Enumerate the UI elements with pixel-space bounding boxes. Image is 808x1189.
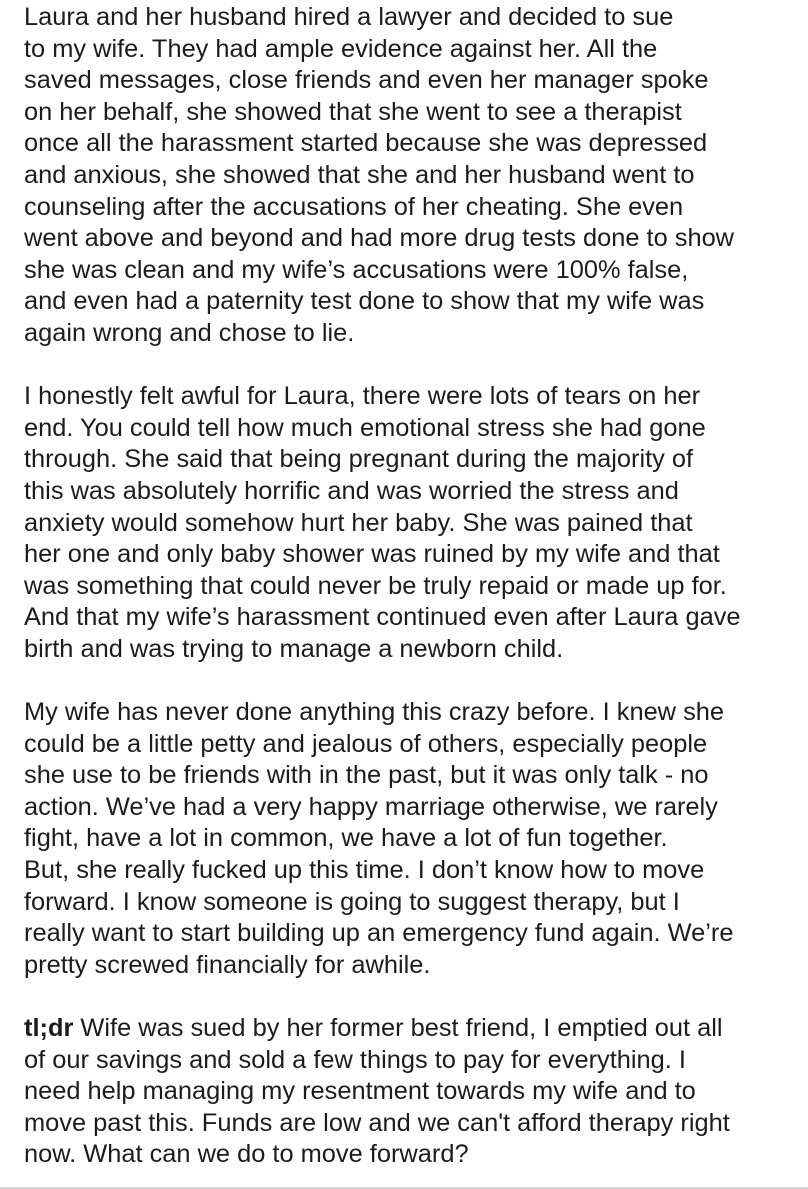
tldr-text: Wife was sued by her former best friend, I emptied out all: [73, 1014, 723, 1042]
text-line: I honestly felt awful for Laura, there were lots of tears on her: [24, 382, 701, 411]
text-line: birth and was trying to manage a newborn child.: [24, 634, 564, 663]
text-line: she use to be friends with in the past, but it was only talk - no: [24, 761, 709, 790]
text-line: went above and beyond and had more drug tests done to show: [24, 224, 735, 253]
text-line: forward. I know someone is going to suggest therapy, but I: [24, 887, 680, 916]
text-line: saved messages, close friends and even her manager spoke: [24, 66, 709, 95]
text-line: But, she really fucked up this time. I don’t know how to move: [24, 856, 705, 885]
text-line: pretty screwed financially for awhile.: [24, 950, 431, 979]
text-line: this was absolutely horrific and was worried the stress and: [24, 476, 679, 505]
paragraph-laura-feelings: [24, 381, 794, 665]
text-line: move past this. Funds are low and we can't afford therapy right: [24, 1108, 730, 1137]
text-line: and anxious, she showed that she and her husband went to: [24, 160, 695, 189]
text-line: her one and only baby shower was ruined by my wife and that: [24, 540, 720, 569]
paragraph-spacer: [24, 981, 794, 1013]
text-line: My wife has never done anything this crazy before. I knew she: [24, 698, 725, 727]
text-line: she was clean and my wife’s accusations were 100% false,: [24, 255, 689, 284]
text-line: could be a little petty and jealous of others, especially people: [24, 729, 708, 758]
paragraph-spacer: [24, 350, 794, 382]
post-body: [24, 2, 794, 1171]
text-line: fight, have a lot in common, we have a lot of fun together.: [24, 824, 668, 853]
text-line: [24, 1013, 794, 1045]
text-line: once all the harassment started because she was depressed: [24, 129, 708, 158]
text-line: And that my wife’s harassment continued even after Laura gave: [24, 603, 741, 632]
paragraph-spacer: [24, 665, 794, 697]
text-line: to my wife. They had ample evidence against her. All the: [24, 34, 658, 63]
paragraph-lawsuit: [24, 2, 794, 350]
text-line: was something that could never be truly repaid or made up for.: [24, 571, 727, 600]
text-line: on her behalf, she showed that she went to see a therapist: [24, 97, 682, 126]
text-line: and even had a paternity test done to show that my wife was: [24, 287, 705, 316]
text-line: action. We’ve had a very happy marriage otherwise, we rarely: [24, 792, 718, 821]
text-line: end. You could tell how much emotional stress she had gone: [24, 413, 706, 442]
text-line: anxiety would somehow hurt her baby. She was pained that: [24, 508, 693, 537]
text-line: again wrong and chose to lie.: [24, 318, 355, 347]
tldr-label: tl;dr: [24, 1014, 74, 1042]
text-line: of our savings and sold a few things to pay for everything. I: [24, 1045, 686, 1074]
text-line: now. What can we do to move forward?: [24, 1140, 469, 1169]
text-line: really want to start building up an emergency fund again. We’re: [24, 919, 734, 948]
paragraph-wife: [24, 697, 794, 981]
text-line: counseling after the accusations of her cheating. She even: [24, 192, 684, 221]
text-line: Laura and her husband hired a lawyer and decided to sue: [24, 3, 674, 31]
text-line: need help managing my resentment towards my wife and to: [24, 1077, 696, 1106]
paragraph-tldr: [24, 1013, 794, 1171]
text-line: through. She said that being pregnant during the majority of: [24, 445, 694, 474]
